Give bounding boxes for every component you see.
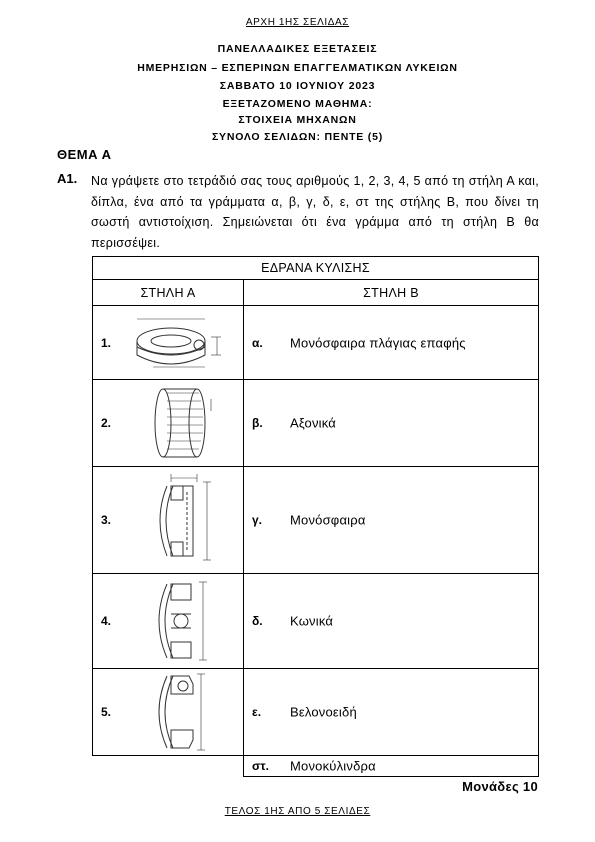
column-a-cell <box>93 574 244 669</box>
option-letter: δ. <box>252 614 263 628</box>
bearing-type-name: Κωνικά <box>290 613 334 629</box>
option-letter: ε. <box>252 705 262 719</box>
column-b-cell <box>244 380 539 467</box>
question-text: Να γράψετε στο τετράδιό σας τους αριθμούς 1, 2, 3, 4, 5 από τη στήλη Α και, δίπλα, ένα από τα γράμματα α, β, γ, δ, ε, στ της στήλης Β, που δίνει τη σωστή αντιστοίχιση. Σημειώνεται ότι ένα γράμμα από τη στήλη Β θα περισσέψει. <box>91 174 539 250</box>
option-letter: α. <box>252 335 263 350</box>
table-row <box>93 306 539 380</box>
empty-column-a-cell <box>93 756 244 777</box>
option-letter: στ. <box>252 759 269 773</box>
total-pages: ΣΥΝΟΛΟ ΣΕΛΙΔΩΝ: ΠΕΝΤΕ (5) <box>211 131 384 143</box>
table-row <box>93 380 539 467</box>
bearing-type-name: Αξονικά <box>290 415 337 431</box>
column-b-cell <box>244 467 539 574</box>
needle-roller-bearing-drawing <box>153 385 217 461</box>
item-number: 1. <box>101 335 112 350</box>
bearing-type-name: Μονόσφαιρα <box>290 512 366 528</box>
bearing-type-name: Μονόσφαιρα πλάγιας επαφής <box>290 335 466 350</box>
table-title: ΕΔΡΑΝΑ ΚΥΛΙΣΗΣ <box>93 257 539 280</box>
column-a-cell <box>93 669 244 756</box>
option-letter: γ. <box>252 513 263 527</box>
exam-date: ΣΑΒΒΑΤΟ 10 ΙΟΥΝΙΟΥ 2023 <box>219 80 376 92</box>
column-a-cell <box>93 380 244 467</box>
column-b-header: ΣΤΗΛΗ Β <box>244 280 539 306</box>
subject-label: ΕΞΕΤΑΖΟΜΕΝΟ ΜΑΘΗΜΑ: <box>222 98 373 110</box>
deep-groove-ball-bearing-drawing <box>149 578 219 664</box>
table-row <box>93 574 539 669</box>
exam-header-line-1: ΠΑΝΕΛΛΑΔΙΚΕΣ ΕΞΕΤΑΣΕΙΣ <box>217 43 378 55</box>
item-number: 5. <box>101 705 112 719</box>
page-end-label: ΤΕΛΟΣ 1ΗΣ ΑΠΟ 5 ΣΕΛΙΔΕΣ <box>224 806 371 817</box>
table-row <box>93 669 539 756</box>
column-b-cell <box>244 669 539 756</box>
table-row <box>93 467 539 574</box>
column-b-cell <box>244 756 539 777</box>
page-start-label: ΑΡΧΗ 1ΗΣ ΣΕΛΙΔΑΣ <box>245 17 350 28</box>
table-row <box>93 756 539 777</box>
thrust-ball-bearing-drawing <box>133 311 229 375</box>
question-number: Α1. <box>57 171 78 186</box>
item-number: 2. <box>101 416 112 430</box>
bearing-type-name: Βελονοειδή <box>290 704 357 720</box>
theme-heading: ΘΕΜΑ Α <box>57 147 112 162</box>
bearings-table <box>92 256 539 777</box>
column-a-header: ΣΤΗΛΗ Α <box>93 280 244 306</box>
points-label: Μονάδες 10 <box>462 779 538 794</box>
column-a-cell <box>93 467 244 574</box>
option-letter: β. <box>252 416 263 430</box>
item-number: 3. <box>101 513 112 527</box>
column-a-cell <box>93 306 244 380</box>
column-b-cell <box>244 574 539 669</box>
column-b-cell <box>244 306 539 380</box>
bearing-type-name: Μονοκύλινδρα <box>290 758 376 774</box>
tapered-roller-bearing-drawing <box>147 472 221 568</box>
item-number: 4. <box>101 614 112 628</box>
subject-name: ΣΤΟΙΧΕΙΑ ΜΗΧΑΝΩΝ <box>238 114 357 126</box>
angular-contact-ball-bearing-drawing <box>149 672 219 752</box>
exam-header-line-2: ΗΜΕΡΗΣΙΩΝ – ΕΣΠΕΡΙΝΩΝ ΕΠΑΓΓΕΛΜΑΤΙΚΩΝ ΛΥΚΕΙΩΝ <box>137 62 458 74</box>
